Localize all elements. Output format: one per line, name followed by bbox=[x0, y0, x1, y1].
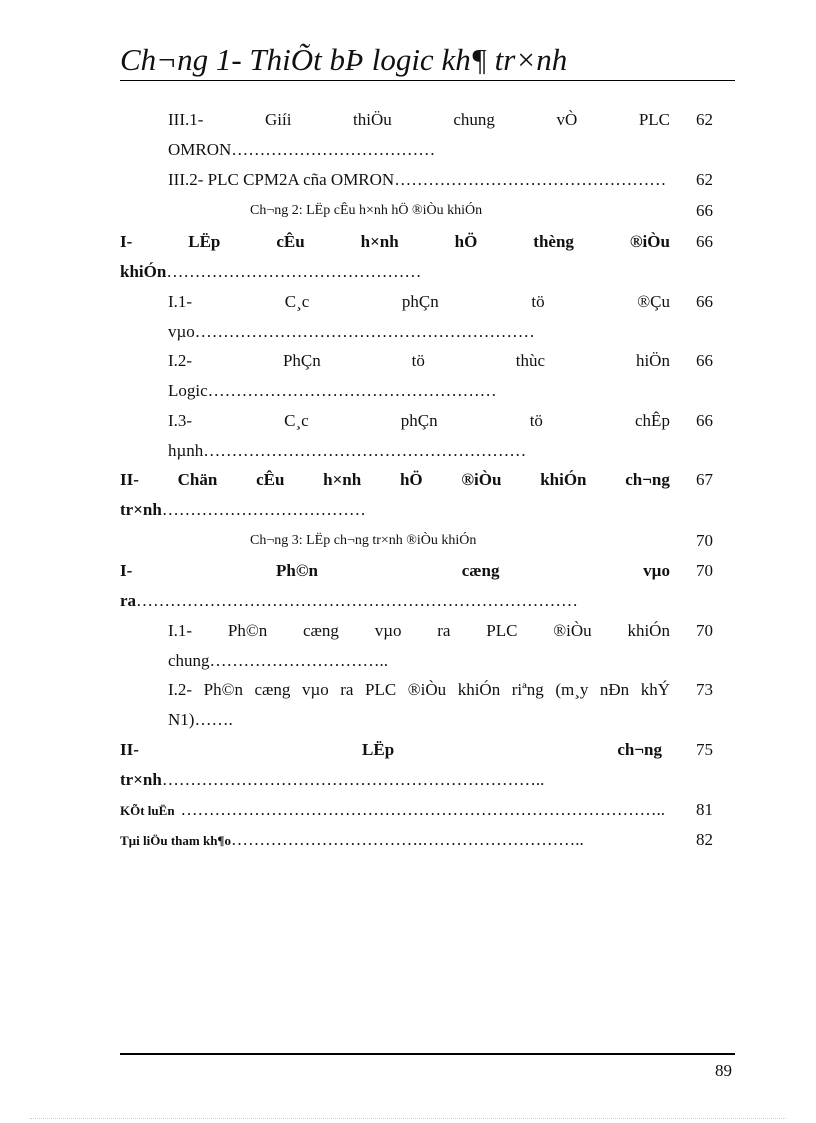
toc-entry-word: Giíi bbox=[264, 110, 292, 129]
toc-entry-line bbox=[168, 287, 670, 317]
toc-page-number: 73 bbox=[696, 680, 713, 699]
toc-entry-word: vÒ bbox=[556, 110, 578, 129]
toc-entry-word: III.1- bbox=[168, 110, 204, 129]
toc-entry-word: ch¬ng bbox=[625, 470, 670, 489]
toc-entry-word: C¸c bbox=[284, 411, 309, 430]
toc-entry-line bbox=[168, 675, 670, 705]
toc-page-number: 66 bbox=[696, 232, 713, 251]
toc-entry-word: (m¸y bbox=[555, 680, 589, 699]
toc-entry-word: PLC bbox=[638, 110, 670, 129]
toc-entry-word: phÇn bbox=[400, 411, 438, 430]
toc-page-number: 70 bbox=[696, 531, 713, 550]
toc-entry-word: Ph©n bbox=[227, 621, 268, 640]
toc-entry-word: tö bbox=[529, 411, 543, 430]
toc-page-number: 66 bbox=[696, 201, 713, 220]
toc-entry-text: KÕt luËn bbox=[120, 803, 175, 818]
toc-entry-iii-1[interactable] bbox=[168, 105, 670, 165]
toc-leader-dots: ……. bbox=[194, 710, 233, 729]
toc-leader-dots: ………………………………………… bbox=[394, 170, 667, 189]
toc-entry-word: cæng bbox=[303, 621, 339, 640]
toc-entry-word: Ph©n bbox=[203, 680, 243, 699]
toc-page-number: 66 bbox=[696, 411, 713, 430]
toc-entry-text: khiÓn bbox=[120, 262, 167, 281]
toc-entry-word: cæng bbox=[461, 561, 500, 580]
toc-entry-word: C¸c bbox=[284, 292, 310, 311]
toc-entry-word: PhÇn bbox=[282, 351, 321, 370]
toc-page-number: 66 bbox=[696, 292, 713, 311]
toc-leader-dots: ……………………………… bbox=[161, 500, 366, 519]
toc-entry-word: ra bbox=[437, 621, 451, 640]
toc-entry-word: tö bbox=[411, 351, 425, 370]
toc-leader-dots: …………………………………………………… bbox=[194, 322, 535, 341]
toc-entry-text: ra bbox=[120, 591, 137, 610]
toc-entry-text: N1) bbox=[168, 710, 195, 729]
toc-leader-dots: ………………………………………………………………………….. bbox=[180, 800, 666, 819]
toc-entry-word: I- bbox=[120, 561, 133, 580]
toc-entry-i-1[interactable] bbox=[168, 287, 670, 347]
toc-entry-word: hiÖn bbox=[635, 351, 670, 370]
toc-entry-ii[interactable] bbox=[120, 465, 670, 525]
toc-entry-word: ®iÒu bbox=[407, 680, 447, 699]
toc-entry-line bbox=[120, 735, 662, 765]
toc-entry-i-2[interactable] bbox=[168, 346, 670, 406]
toc-leader-dots: ……………………………… bbox=[231, 140, 436, 159]
toc-entry-word: I.1- bbox=[168, 292, 193, 311]
toc-entry-text: chung bbox=[168, 651, 210, 670]
page-bottom-dotted-border bbox=[30, 1118, 786, 1119]
toc-entry-text: Logic bbox=[168, 381, 208, 400]
toc-entry-word: LËp bbox=[188, 232, 221, 251]
toc-entry-word: chung bbox=[453, 110, 495, 129]
toc-entry-word: hÖ bbox=[454, 232, 478, 251]
toc-entry-word: thiÖu bbox=[353, 110, 392, 129]
toc-entry-word: thùc bbox=[515, 351, 546, 370]
toc-entry-word: nÐn bbox=[599, 680, 630, 699]
toc-entry-word: PLC bbox=[486, 621, 518, 640]
toc-entry-word: vµo bbox=[301, 680, 329, 699]
toc-page-number: 62 bbox=[696, 110, 713, 129]
toc-page-number: 66 bbox=[696, 351, 713, 370]
toc-entry-word: h×nh bbox=[323, 470, 362, 489]
toc-page-number: 67 bbox=[696, 470, 713, 489]
toc-page-number: 81 bbox=[696, 800, 713, 819]
toc-entry-text: vµo bbox=[168, 322, 195, 341]
toc-entry-word: PLC bbox=[365, 680, 397, 699]
toc-page-number: 70 bbox=[696, 621, 713, 640]
toc-entry-word: vµo bbox=[643, 561, 670, 580]
toc-entry-conclusion[interactable] bbox=[120, 795, 670, 825]
toc-entry-word: ch¬ng bbox=[617, 740, 662, 759]
toc-entry-word: II- bbox=[120, 740, 139, 759]
toc-entry-word: ®iÒu bbox=[461, 470, 502, 489]
toc-entry-text: tr×nh bbox=[120, 500, 162, 519]
toc-entry-references[interactable] bbox=[120, 825, 670, 855]
toc-entry-word: I.2- bbox=[168, 680, 193, 699]
toc-entry-line bbox=[168, 346, 670, 376]
toc-entry-word: I.3- bbox=[168, 411, 193, 430]
toc-entry-word: I.2- bbox=[168, 351, 193, 370]
toc-entry-text: hµnh bbox=[168, 441, 204, 460]
toc-entry-word: thèng bbox=[533, 232, 574, 251]
toc-entry-word: Chän bbox=[177, 470, 218, 489]
toc-entry-ch3-ii[interactable] bbox=[120, 735, 662, 795]
toc-entry-word: ®iÒu bbox=[553, 621, 592, 640]
toc-page-number: 70 bbox=[696, 561, 713, 580]
toc-entry-word: hÖ bbox=[399, 470, 423, 489]
footer-page-number: 89 bbox=[715, 1061, 732, 1080]
toc-leader-dots: …………………………….……………………….. bbox=[230, 830, 584, 849]
toc-entry-word: ®Çu bbox=[637, 292, 670, 311]
toc-entry-i-3[interactable] bbox=[168, 406, 670, 466]
toc-leader-dots: ………………………………………………………….. bbox=[161, 770, 545, 789]
toc-leader-dots: ……………………………………… bbox=[166, 262, 422, 281]
toc-page-number: 82 bbox=[696, 830, 713, 849]
toc-page-number: 62 bbox=[696, 170, 713, 189]
chapter-3-heading[interactable]: Ch¬ng 3: LËp ch¬ng tr×nh ®iÒu khiÓn bbox=[250, 533, 477, 548]
toc-entry-word: khiÓn bbox=[627, 621, 670, 640]
toc-entry-word: ra bbox=[340, 680, 354, 699]
toc-leader-dots: ………………………….. bbox=[209, 651, 389, 670]
toc-entry-line bbox=[120, 227, 670, 257]
toc-entry-line bbox=[168, 105, 670, 135]
toc-entry-line bbox=[168, 135, 670, 165]
toc-entry-line bbox=[120, 556, 670, 586]
toc-entry-word: I.1- bbox=[168, 621, 193, 640]
toc-entry-word: cæng bbox=[254, 680, 291, 699]
toc-entry-word: tö bbox=[531, 292, 545, 311]
toc-entry-line bbox=[168, 406, 670, 436]
toc-entry-i[interactable] bbox=[120, 227, 670, 287]
toc-entry-word: LËp bbox=[362, 740, 395, 759]
toc-entry-word: chÊp bbox=[635, 411, 670, 430]
toc-entry-word: I- bbox=[120, 232, 133, 251]
toc-leader-dots: …………………………………………………………………… bbox=[136, 591, 579, 610]
running-header: Ch¬ng 1- ThiÕt bÞ logic kh¶ tr×nh bbox=[120, 42, 568, 77]
toc-entry-word: riªng bbox=[511, 680, 544, 699]
toc-leader-dots: ………………………………………………… bbox=[203, 441, 527, 460]
toc-entry-text: Tµi liÖu tham kh¶o bbox=[120, 833, 231, 848]
chapter-2-heading[interactable]: Ch¬ng 2: LËp cÊu h×nh hÖ ®iÒu khiÓn bbox=[250, 203, 483, 218]
toc-entry-text: OMRON bbox=[168, 140, 232, 159]
toc-entry-word: khiÓn bbox=[457, 680, 501, 699]
toc-entry-word: cÊu bbox=[276, 232, 305, 251]
toc-entry-ch3-i-1[interactable] bbox=[168, 616, 670, 676]
toc-entry-word: II- bbox=[120, 470, 139, 489]
toc-entry-text: III.2- PLC CPM2A cña OMRON bbox=[168, 170, 395, 189]
toc-entry-line bbox=[168, 616, 670, 646]
toc-entry-word: vµo bbox=[374, 621, 402, 640]
toc-entry-ch3-i-2[interactable] bbox=[168, 675, 670, 735]
footer-divider bbox=[120, 1053, 735, 1055]
toc-entry-word: ®iÒu bbox=[629, 232, 670, 251]
toc-entry-word: khÝ bbox=[640, 680, 670, 699]
toc-entry-line bbox=[120, 465, 670, 495]
toc-entry-iii-2[interactable] bbox=[168, 165, 670, 195]
toc-leader-dots: …………………………………………… bbox=[207, 381, 497, 400]
toc-entry-ch3-i[interactable] bbox=[120, 556, 670, 616]
toc-entry-word: khiÓn bbox=[540, 470, 587, 489]
toc-entry-text: tr×nh bbox=[120, 770, 162, 789]
toc-entry-word: cÊu bbox=[256, 470, 285, 489]
toc-entry-word: phÇn bbox=[401, 292, 439, 311]
toc-entry-word: Ph©n bbox=[275, 561, 318, 580]
toc-page-number: 75 bbox=[696, 740, 713, 759]
toc-entry-word: h×nh bbox=[360, 232, 399, 251]
